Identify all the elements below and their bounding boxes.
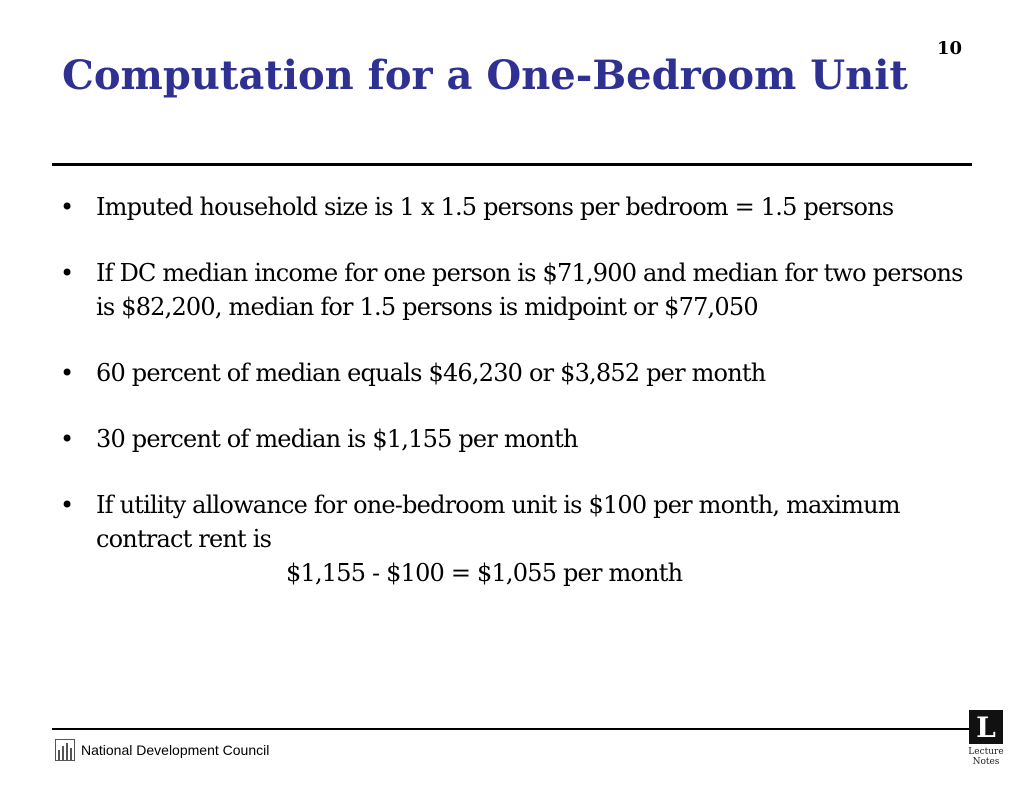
bullet-text: 30 percent of median is $1,155 per month (96, 425, 578, 453)
rent-formula: $1,155 - $100 = $1,055 per month (286, 559, 683, 587)
logo-letter: L (969, 710, 1003, 744)
page-number: 10 (936, 38, 962, 59)
logo-caption (968, 747, 1003, 767)
lecture-notes-logo (968, 710, 1004, 767)
slide-title: Computation for a One-Bedroom Unit (62, 52, 908, 99)
footer (55, 738, 269, 762)
logo-caption-line: Notes (972, 757, 1000, 767)
bullet-item (60, 422, 970, 456)
bullet-item (60, 256, 970, 324)
bullet-text: If DC median income for one person is $71,900 and median for two persons is $82,200, median for 1.5 persons is midpoint or $77,050 (96, 259, 963, 321)
bullet-item (60, 356, 970, 390)
title-divider (52, 163, 972, 166)
bullet-item (60, 190, 970, 224)
bullet-text: Imputed household size is 1 x 1.5 persons per bedroom = 1.5 persons (96, 193, 894, 221)
organization-name: National Development Council (81, 742, 270, 758)
bullet-text: If utility allowance for one-bedroom unit is $100 per month, maximum contract rent is (96, 491, 900, 553)
logo-caption-line: Lecture (968, 747, 1004, 757)
footer-divider (52, 728, 972, 730)
bullet-list (60, 190, 970, 622)
bullet-item (60, 488, 970, 590)
bullet-text: 60 percent of median equals $46,230 or $3,852 per month (96, 359, 766, 387)
building-columns-icon (55, 739, 75, 761)
